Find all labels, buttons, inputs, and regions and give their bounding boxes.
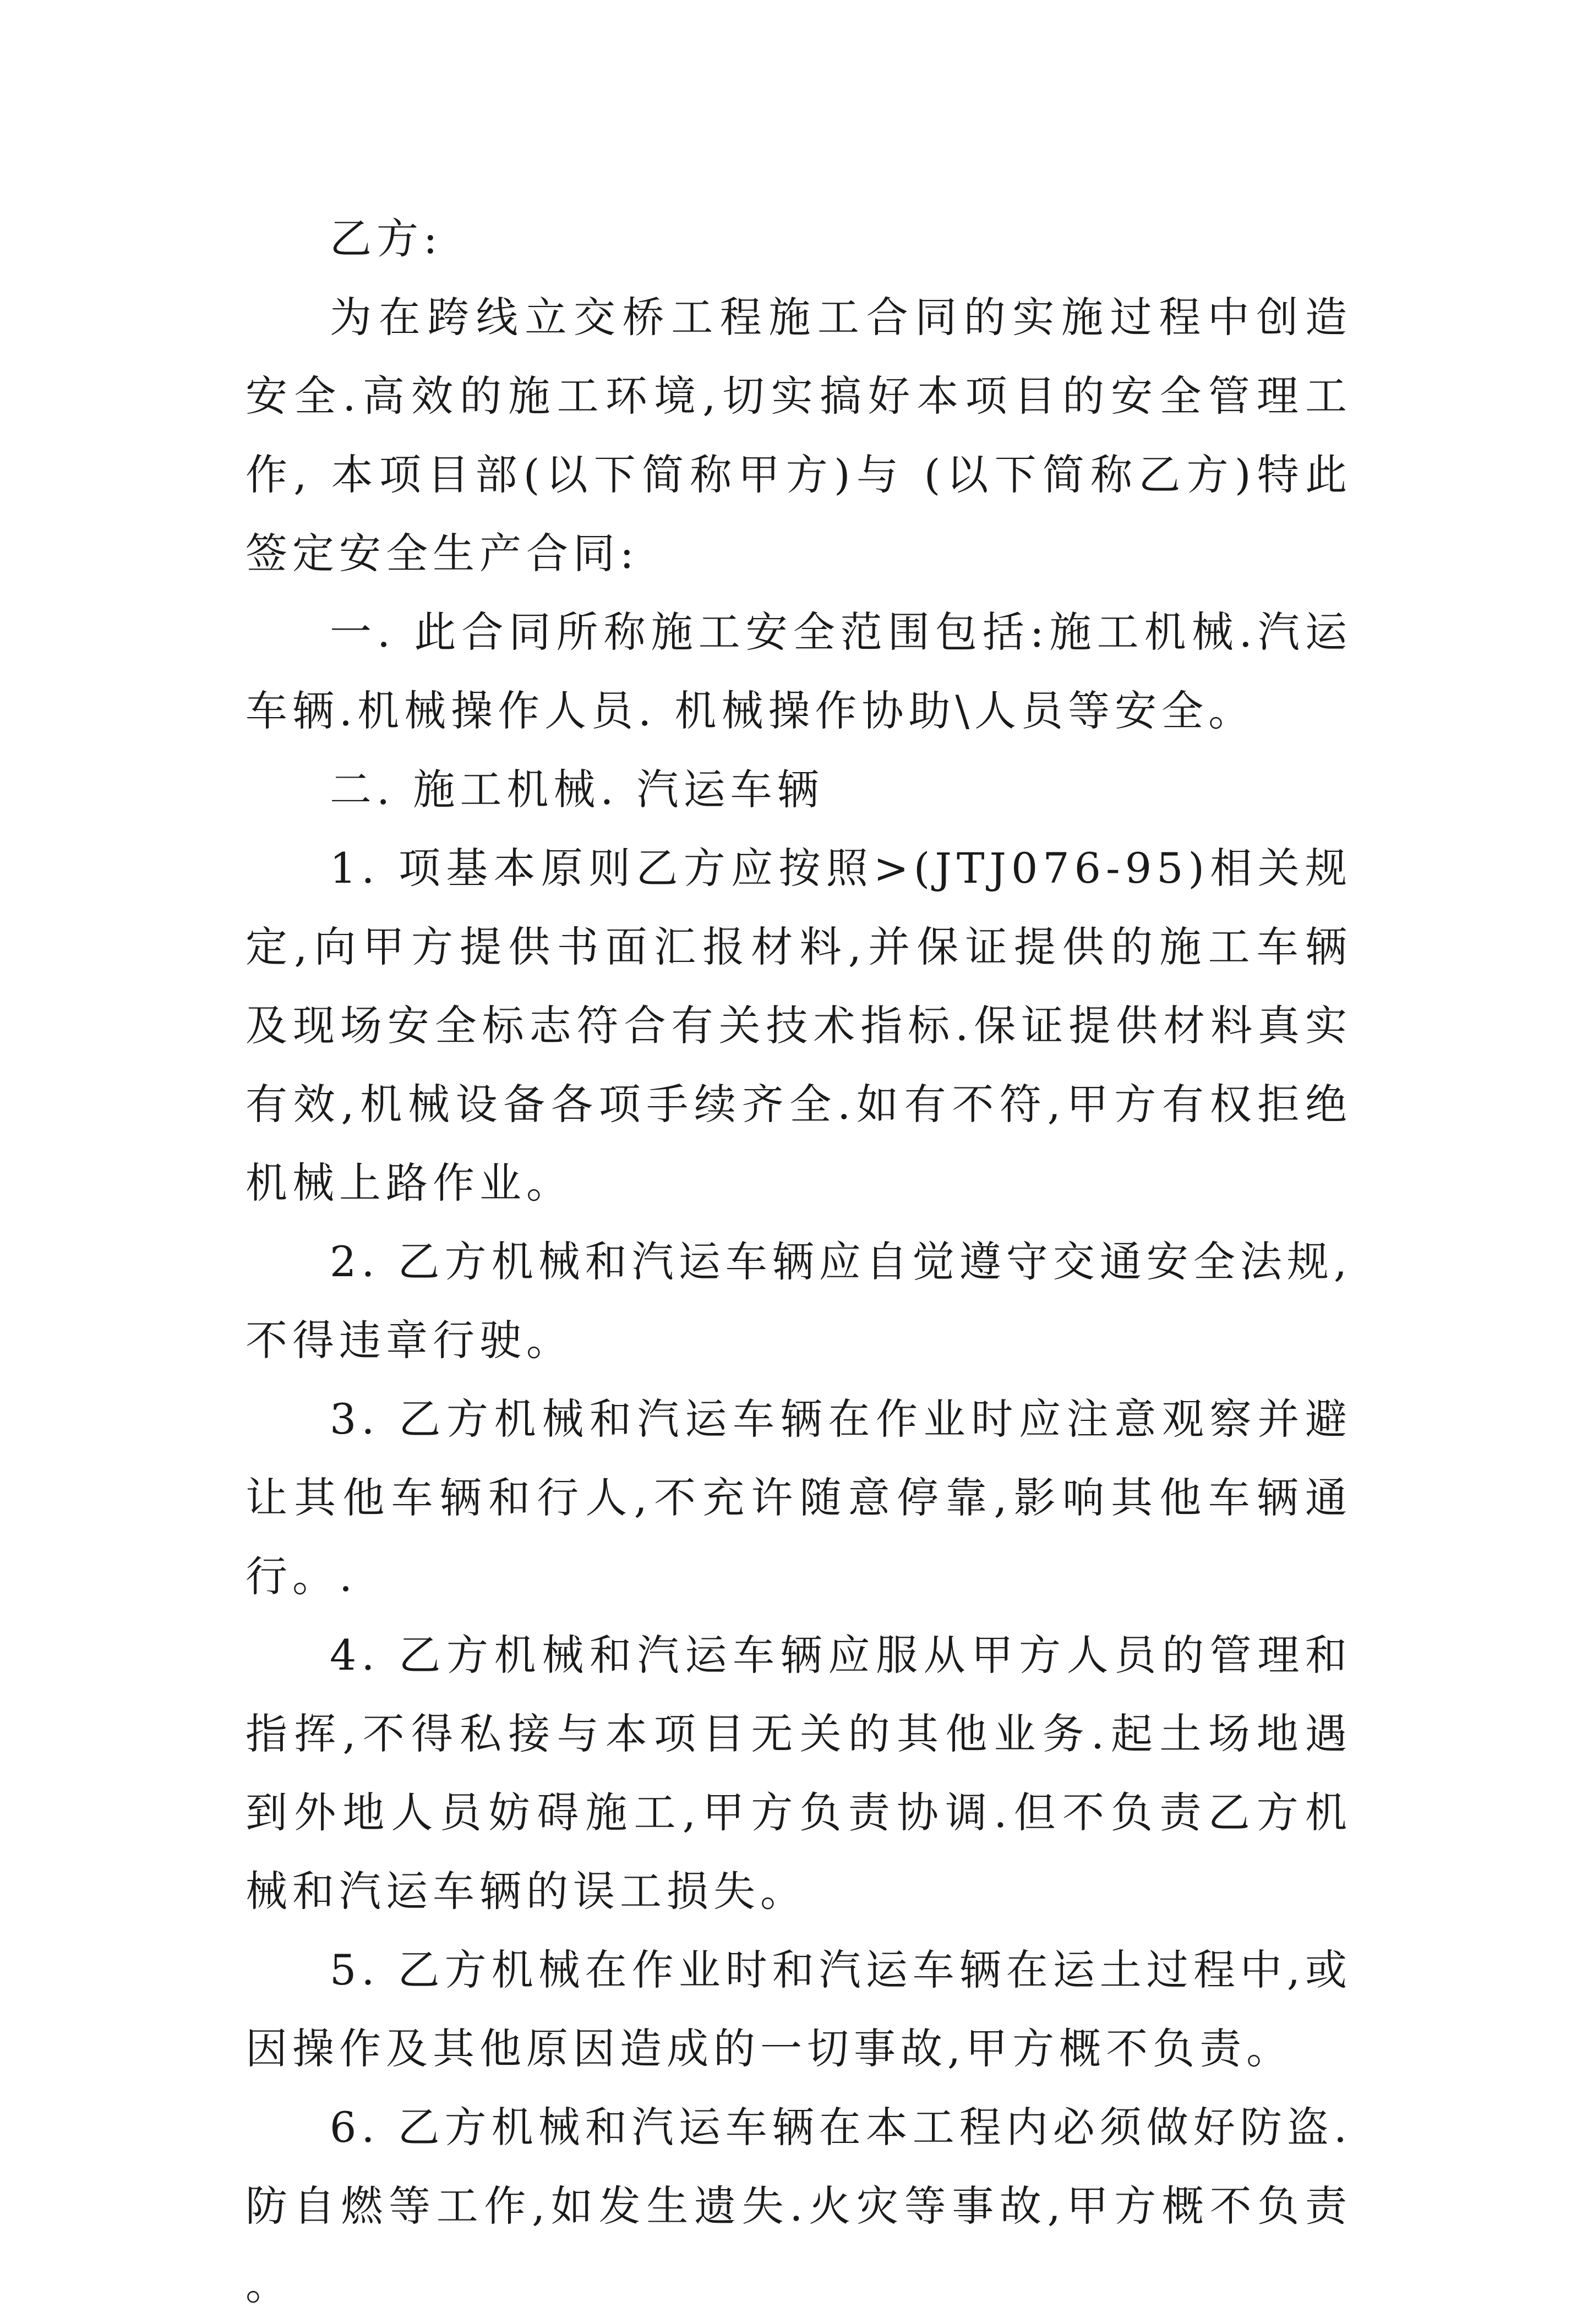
clause-1: 1. 项基本原则乙方应按照>(JTJ076-95)相关规定,向甲方提供书面汇报材料,并保证提供的施工车辆及现场安全标志符合有关技术指标.保证提供材料真实有效,机械设备各项手续齐全.如有不符,甲方有权拒绝机械上路作业。 — [246, 844, 1352, 1207]
clause-4: 4. 乙方机械和汽运车辆应服从甲方人员的管理和指挥,不得私接与本项目无关的其他业务.起土场地遇到外地人员妨碍施工,甲方负责协调.但不负责乙方机械和汽运车辆的误工损失。 — [246, 1631, 1352, 1916]
contract-preamble: 为在跨线立交桥工程施工合同的实施过程中创造安全.高效的施工环境,切实搞好本项目的安全管理工作, 本项目部(以下简称甲方)与 (以下简称乙方)特此签定安全生产合同: — [246, 293, 1352, 578]
clause-6: 6. 乙方机械和汽运车辆在本工程内必须做好防盗.防自燃等工作,如发生遗失.火灾等事故,甲方概不负责。 — [246, 2103, 1352, 2309]
section-1-scope: 一. 此合同所称施工安全范围包括:施工机械.汽运车辆.机械操作人员. 机械操作协助\人员等安全。 — [246, 608, 1352, 735]
party-b-label: 乙方: — [330, 214, 443, 263]
document-body — [246, 199, 1352, 2324]
section-2-heading: 二. 施工机械. 汽运车辆 — [330, 765, 824, 814]
clause-2: 2. 乙方机械和汽运车辆应自觉遵守交通安全法规,不得违章行驶。 — [246, 1237, 1352, 1365]
clause-5: 5. 乙方机械在作业时和汽运车辆在运土过程中,或因操作及其他原因造成的一切事故,甲方概不负责。 — [246, 1945, 1352, 2073]
clause-3: 3. 乙方机械和汽运车辆在作业时应注意观察并避让其他车辆和行人,不充许随意停靠,影响其他车辆通行。. — [246, 1395, 1352, 1601]
